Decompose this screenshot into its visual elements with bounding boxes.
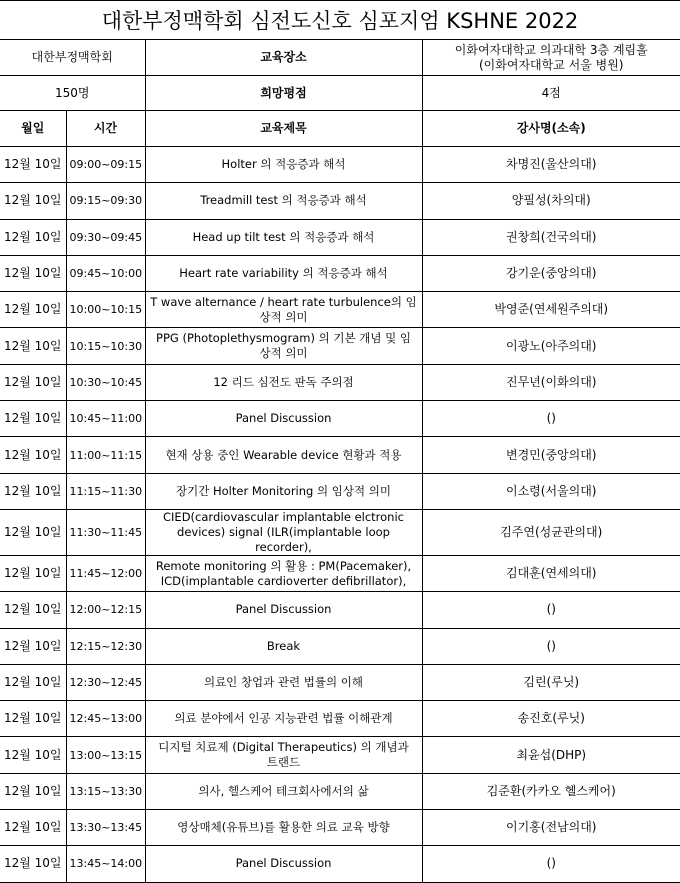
table-row [0, 701, 680, 737]
credit-label: 희망평점 [145, 76, 422, 111]
topic-cell [145, 364, 422, 400]
time-cell: 09:30~09:45 [66, 219, 145, 255]
speaker-cell: 김준환(카카오 헬스케어) [422, 773, 680, 809]
time-cell: 11:00~11:15 [66, 437, 145, 473]
time-cell: 13:30~13:45 [66, 810, 145, 846]
date-cell: 12월 10일 [0, 555, 66, 591]
capacity-cell: 150명 [0, 76, 145, 111]
table-row [0, 183, 680, 219]
table-row [0, 509, 680, 555]
time-cell: 09:45~10:00 [66, 255, 145, 291]
speaker-cell: () [422, 592, 680, 628]
topic-line: Heart rate variability 의 적응증과 해석 [179, 266, 388, 281]
speaker-cell: 변경민(중앙의대) [422, 437, 680, 473]
topic-cell [145, 328, 422, 364]
date-cell: 12월 10일 [0, 664, 66, 700]
date-cell: 12월 10일 [0, 255, 66, 291]
time-cell: 10:00~10:15 [66, 292, 145, 328]
table-row [0, 664, 680, 700]
topic-cell [145, 292, 422, 328]
time-cell: 10:45~11:00 [66, 401, 145, 437]
speaker-cell: () [422, 846, 680, 882]
time-cell: 09:15~09:30 [66, 183, 145, 219]
speaker-cell: 박영준(연세원주의대) [422, 292, 680, 328]
info-row-credit [0, 76, 680, 111]
venue-label: 교육장소 [145, 40, 422, 76]
speaker-cell: 권창희(건국의대) [422, 219, 680, 255]
date-cell: 12월 10일 [0, 846, 66, 882]
speaker-cell: 김린(루닛) [422, 664, 680, 700]
table-row [0, 255, 680, 291]
topic-cell [145, 437, 422, 473]
table-row [0, 292, 680, 328]
speaker-cell: 진무년(이화의대) [422, 364, 680, 400]
topic-line: Holter 의 적응증과 해석 [221, 157, 346, 172]
topic-cell [145, 473, 422, 509]
table-row [0, 147, 680, 183]
table-row [0, 810, 680, 846]
table-row [0, 328, 680, 364]
date-cell: 12월 10일 [0, 628, 66, 664]
speaker-cell: 이기홍(전남의대) [422, 810, 680, 846]
header-speaker: 강사명(소속) [422, 111, 680, 147]
table-row [0, 555, 680, 591]
time-cell: 12:00~12:15 [66, 592, 145, 628]
date-cell: 12월 10일 [0, 183, 66, 219]
time-cell: 12:30~12:45 [66, 664, 145, 700]
header-topic: 교육제목 [145, 111, 422, 147]
topic-line: Panel Discussion [235, 856, 332, 871]
table-row [0, 592, 680, 628]
topic-line: Break [266, 638, 301, 653]
speaker-cell: 차명진(울산의대) [422, 147, 680, 183]
time-cell: 13:00~13:15 [66, 737, 145, 773]
speaker-cell: 이소령(서울의대) [422, 473, 680, 509]
topic-cell [145, 183, 422, 219]
time-cell: 12:45~13:00 [66, 701, 145, 737]
topic-line: 영상매체(유튜브)를 활용한 의료 교육 방향 [177, 820, 390, 835]
time-cell: 10:15~10:30 [66, 328, 145, 364]
venue-line1: 이화여자대학교 의과대학 3층 계림홀 [454, 42, 648, 57]
topic-line: Treadmill test 의 적응증과 해석 [200, 193, 367, 208]
date-cell: 12월 10일 [0, 401, 66, 437]
time-cell: 09:00~09:15 [66, 147, 145, 183]
topic-cell [145, 701, 422, 737]
topic-cell [145, 509, 422, 555]
time-cell: 11:45~12:00 [66, 555, 145, 591]
date-cell: 12월 10일 [0, 328, 66, 364]
date-cell: 12월 10일 [0, 473, 66, 509]
speaker-cell: 김대훈(연세의대) [422, 555, 680, 591]
time-cell: 13:15~13:30 [66, 773, 145, 809]
header-row [0, 111, 680, 147]
topic-cell [145, 737, 422, 773]
topic-line: 상적 의미 [259, 309, 308, 324]
topic-line: T wave alternance / heart rate turbulence의 임 [150, 294, 417, 309]
date-cell: 12월 10일 [0, 364, 66, 400]
topic-line: 현재 상용 중인 Wearable device 현황과 적용 [165, 447, 402, 462]
table-row [0, 628, 680, 664]
document-title: 대한부정맥학회 심전도신호 심포지엄 KSHNE 2022 [0, 0, 680, 40]
date-cell: 12월 10일 [0, 509, 66, 555]
topic-line: 장기간 Holter Monitoring 의 임상적 의미 [176, 483, 391, 498]
topic-line: 의료 분야에서 인공 지능관련 법률 이해관계 [174, 711, 393, 726]
topic-line: CIED(cardiovascular implantable elctronic [163, 509, 404, 524]
table-row [0, 846, 680, 882]
schedule-table [0, 39, 680, 883]
date-cell: 12월 10일 [0, 773, 66, 809]
topic-line: 상적 의미 [259, 346, 308, 361]
table-row [0, 364, 680, 400]
topic-cell [145, 555, 422, 591]
table-row [0, 773, 680, 809]
table-row [0, 737, 680, 773]
topic-cell [145, 592, 422, 628]
speaker-cell: 양필성(차의대) [422, 183, 680, 219]
header-date: 월일 [0, 111, 66, 147]
venue-line2: (이화여자대학교 서울 병원) [478, 57, 624, 72]
topic-line: Head up tilt test 의 적응증과 해석 [192, 229, 375, 244]
topic-cell [145, 846, 422, 882]
topic-cell [145, 147, 422, 183]
topic-cell [145, 255, 422, 291]
date-cell: 12월 10일 [0, 292, 66, 328]
topic-line: 트랜드 [266, 755, 301, 770]
topic-line: 의료인 창업과 관련 법률의 이해 [203, 675, 364, 689]
speaker-cell: 최윤섭(DHP) [422, 737, 680, 773]
venue-cell [422, 40, 680, 76]
topic-cell [145, 664, 422, 700]
topic-line: Panel Discussion [235, 602, 332, 617]
topic-line: devices) signal (ILR(implantable loop recorder), [177, 524, 390, 554]
time-cell: 13:45~14:00 [66, 846, 145, 882]
table-row [0, 473, 680, 509]
time-cell: 11:15~11:30 [66, 473, 145, 509]
speaker-cell: 강기운(중앙의대) [422, 255, 680, 291]
date-cell: 12월 10일 [0, 219, 66, 255]
date-cell: 12월 10일 [0, 437, 66, 473]
topic-line: 12 리드 심전도 판독 주의점 [213, 374, 354, 389]
topic-line: PPG (Photoplethysmogram) 의 기본 개념 및 임 [156, 331, 411, 346]
topic-line: ICD(implantable cardioverter defibrillator), [160, 573, 407, 588]
speaker-cell: () [422, 628, 680, 664]
time-cell: 11:30~11:45 [66, 509, 145, 555]
topic-cell [145, 401, 422, 437]
table-row [0, 401, 680, 437]
time-cell: 12:15~12:30 [66, 628, 145, 664]
topic-cell [145, 219, 422, 255]
topic-line: Panel Discussion [235, 411, 332, 426]
date-cell: 12월 10일 [0, 147, 66, 183]
time-cell: 10:30~10:45 [66, 364, 145, 400]
topic-line: Remote monitoring 의 활용 : PM(Pacemaker), [155, 558, 412, 573]
date-cell: 12월 10일 [0, 810, 66, 846]
speaker-cell: 송진호(루닛) [422, 701, 680, 737]
date-cell: 12월 10일 [0, 701, 66, 737]
credit-cell: 4점 [422, 76, 680, 111]
header-time: 시간 [66, 111, 145, 147]
speaker-cell: 김주연(성균관의대) [422, 509, 680, 555]
organizer-cell: 대한부정맥학회 [0, 40, 145, 76]
table-row [0, 219, 680, 255]
topic-cell [145, 773, 422, 809]
speaker-cell: () [422, 401, 680, 437]
topic-line: 디지털 치료제 (Digital Therapeutics) 의 개념과 [158, 740, 409, 755]
speaker-cell: 이광노(아주의대) [422, 328, 680, 364]
topic-cell [145, 810, 422, 846]
table-row [0, 437, 680, 473]
info-row-venue [0, 40, 680, 76]
topic-line: 의사, 헬스케어 테크회사에서의 삶 [198, 783, 369, 798]
date-cell: 12월 10일 [0, 592, 66, 628]
topic-cell [145, 628, 422, 664]
date-cell: 12월 10일 [0, 737, 66, 773]
